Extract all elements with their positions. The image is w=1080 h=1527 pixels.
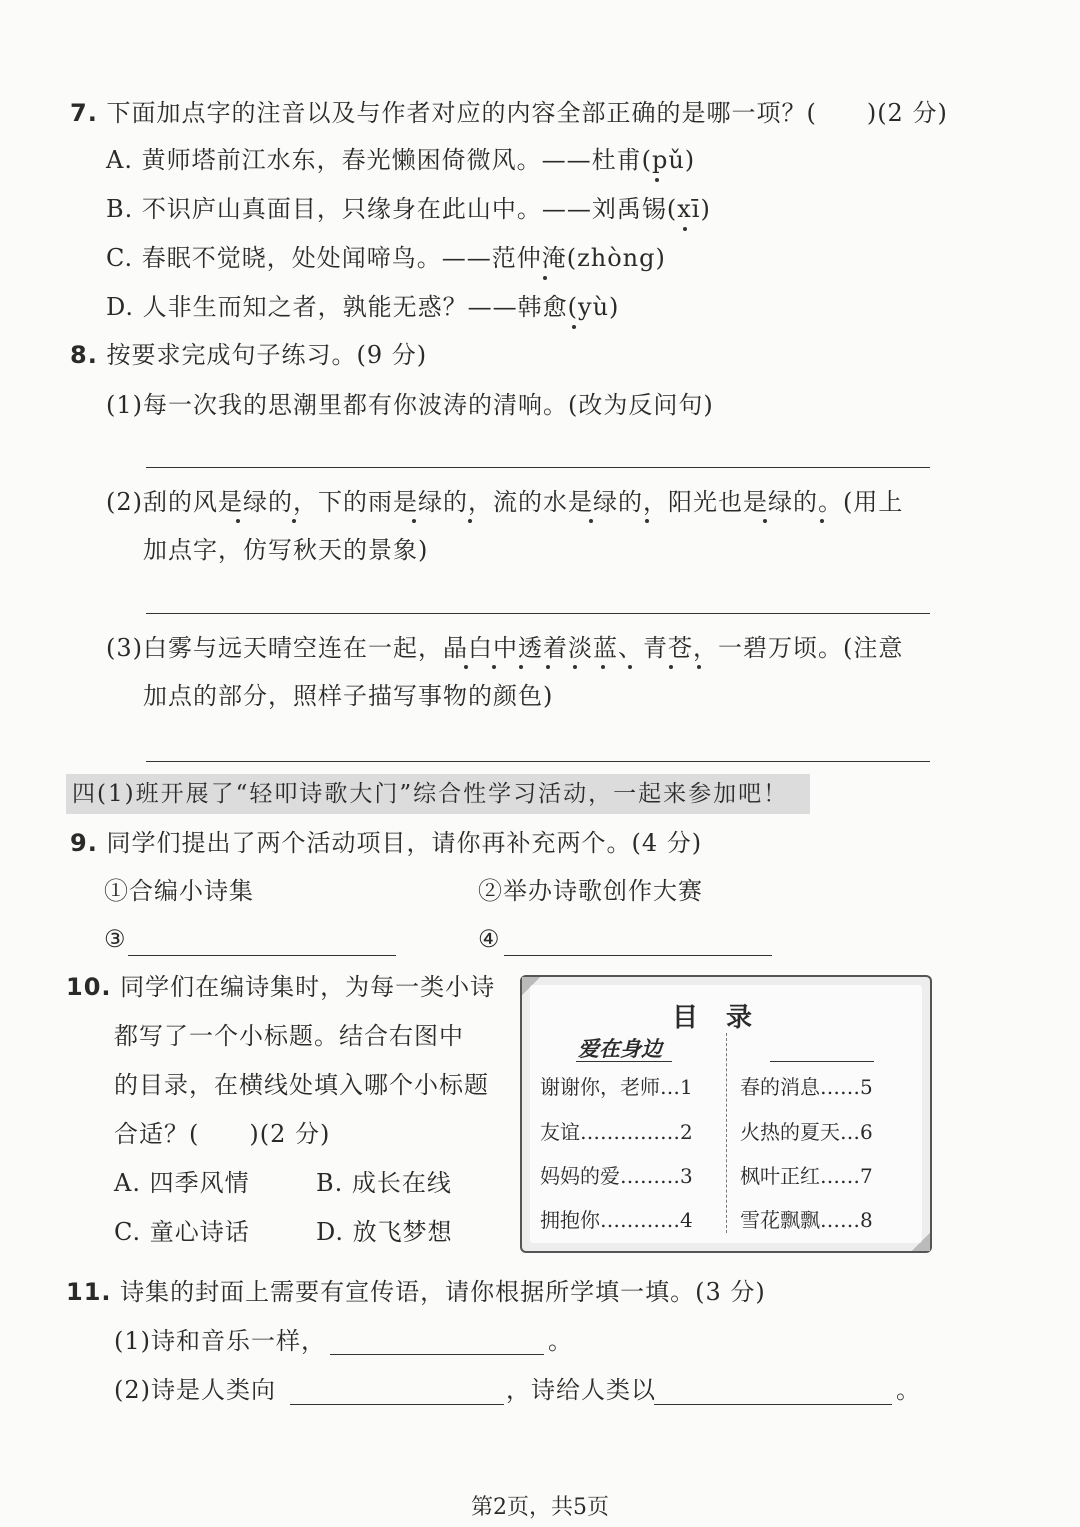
emphasis-dot xyxy=(669,665,673,669)
q8-part3-line1: (3)白雾与远天晴空连在一起，晶白中透着淡蓝、青苍，一碧万顷。(注意 xyxy=(106,634,904,662)
q10-line3: 的目录，在横线处填入哪个小标题 xyxy=(114,1071,489,1099)
emphasis-dot xyxy=(546,665,550,669)
q11-part1-answer-line[interactable] xyxy=(330,1354,544,1355)
q10-number: 10. xyxy=(66,973,112,1001)
q9-number: 9. xyxy=(70,829,98,857)
q10-line1-text: 同学们在编诗集时，为每一类小诗 xyxy=(120,973,496,1001)
q7-option-b: B. 不识庐山真面目，只缘身在此山中。——刘禹锡(xī) xyxy=(106,195,711,223)
emphasis-dot xyxy=(292,519,296,523)
q9-stem-text: 同学们提出了两个活动项目，请你再补充两个。(4 分) xyxy=(106,829,703,857)
q9-item3-answer-line[interactable] xyxy=(128,955,396,956)
q11-part2-middle: ，诗给人类以 xyxy=(506,1376,656,1404)
toc-divider xyxy=(726,1033,727,1233)
emphasis-dot xyxy=(543,276,547,280)
q9-stem xyxy=(70,826,702,860)
emphasis-dot xyxy=(683,227,687,231)
emphasis-dot xyxy=(645,519,649,523)
toc-left-item: 谢谢你，老师…1 xyxy=(540,1075,693,1099)
toc-left-heading: 爱在身边 xyxy=(578,1036,662,1061)
q8-part2-line1: (2)刮的风是绿的，下的雨是绿的，流的水是绿的，阳光也是绿的。(用上 xyxy=(106,488,904,516)
q10-line4: 合适？( )(2 分) xyxy=(114,1120,331,1148)
q9-item2: ②举办诗歌创作大赛 xyxy=(478,877,703,905)
emphasis-dot xyxy=(412,519,416,523)
toc-card xyxy=(520,975,932,1253)
toc-left-item: 妈妈的爱………3 xyxy=(540,1164,693,1188)
q8-part2-answer-line[interactable] xyxy=(146,613,930,614)
q7-stem-text: 下面加点字的注音以及与作者对应的内容全部正确的是哪一项？( )(2 分) xyxy=(106,99,948,127)
emphasis-dot xyxy=(492,665,496,669)
q9-item1: ①合编小诗集 xyxy=(104,877,254,905)
toc-left-item: 友谊……………2 xyxy=(540,1120,693,1144)
q7-option-c: C. 春眠不觉晓，处处闻啼鸟。——范仲淹(zhòng) xyxy=(106,244,666,272)
toc-title: 目录 xyxy=(671,1003,780,1033)
q8-part2-line2: 加点字，仿写秋天的景象) xyxy=(143,536,429,564)
emphasis-dot xyxy=(820,519,824,523)
q11-number: 11. xyxy=(66,1278,112,1306)
q8-part1-answer-line[interactable] xyxy=(146,467,930,468)
toc-left-item: 拥抱你…………4 xyxy=(540,1208,693,1232)
emphasis-dot xyxy=(628,665,632,669)
q7-option-a: A. 黄师塔前江水东，春光懒困倚微风。——杜甫(pǔ) xyxy=(106,146,696,174)
toc-right-item: 春的消息……5 xyxy=(740,1075,873,1099)
emphasis-dot xyxy=(519,665,523,669)
emphasis-dot xyxy=(601,665,605,669)
toc-right-item: 枫叶正红……7 xyxy=(740,1164,873,1188)
q9-item4-label: ④ xyxy=(478,925,501,953)
q7-stem xyxy=(70,96,948,130)
emphasis-dot xyxy=(589,519,593,523)
q8-part3-line2: 加点的部分，照样子描写事物的颜色) xyxy=(143,682,554,710)
page-footer: 第2页，共5页 xyxy=(471,1495,609,1520)
q8-stem-text: 按要求完成句子练习。(9 分) xyxy=(106,341,428,369)
emphasis-dot xyxy=(468,519,472,523)
q11-part1-text: (1)诗和音乐一样， xyxy=(114,1327,326,1355)
q11-part2-end: 。 xyxy=(896,1376,921,1404)
toc-inner xyxy=(530,985,922,1243)
q11-stem xyxy=(66,1275,766,1309)
q11-stem-text: 诗集的封面上需要有宣传语，请你根据所学填一填。(3 分) xyxy=(120,1278,766,1306)
emphasis-dot xyxy=(763,519,767,523)
q7-option-d: D. 人非生而知之者，孰能无惑？——韩愈(yù) xyxy=(106,293,620,321)
q10-option-b: B. 成长在线 xyxy=(316,1169,452,1197)
toc-right-item: 火热的夏天…6 xyxy=(740,1120,873,1144)
q10-line2: 都写了一个小标题。结合右图中 xyxy=(114,1022,464,1050)
q10-option-d: D. 放飞梦想 xyxy=(316,1218,453,1246)
q8-part1: (1)每一次我的思潮里都有你波涛的清响。(改为反问句) xyxy=(106,391,714,419)
q8-part3-answer-line[interactable] xyxy=(146,761,930,762)
q7-number: 7. xyxy=(70,99,98,127)
emphasis-dot xyxy=(236,519,240,523)
q8-number: 8. xyxy=(70,341,98,369)
toc-left-heading-underline xyxy=(576,1061,672,1062)
emphasis-dot xyxy=(572,325,576,329)
q8-stem xyxy=(70,338,427,372)
q11-part2-text: (2)诗是人类向 xyxy=(114,1376,276,1404)
q10-option-a: A. 四季风情 xyxy=(114,1169,250,1197)
q11-part1-end: 。 xyxy=(548,1327,573,1355)
emphasis-dot xyxy=(464,665,468,669)
q10-option-c: C. 童心诗话 xyxy=(114,1218,250,1246)
emphasis-dot xyxy=(655,178,659,182)
q10-line1 xyxy=(66,970,495,1004)
q9-item3-label: ③ xyxy=(104,925,127,953)
activity-banner xyxy=(66,774,810,814)
toc-right-item: 雪花飘飘……8 xyxy=(740,1208,873,1232)
activity-banner-text: 四(1)班开展了“轻叩诗歌大门”综合性学习活动，一起来参加吧！ xyxy=(72,781,789,807)
q9-item4-answer-line[interactable] xyxy=(504,955,772,956)
q11-part2-answer-line-a[interactable] xyxy=(290,1404,504,1405)
emphasis-dot xyxy=(573,665,577,669)
q11-part2-answer-line-b[interactable] xyxy=(654,1404,892,1405)
emphasis-dot xyxy=(697,665,701,669)
toc-right-heading-blank[interactable] xyxy=(770,1061,874,1062)
